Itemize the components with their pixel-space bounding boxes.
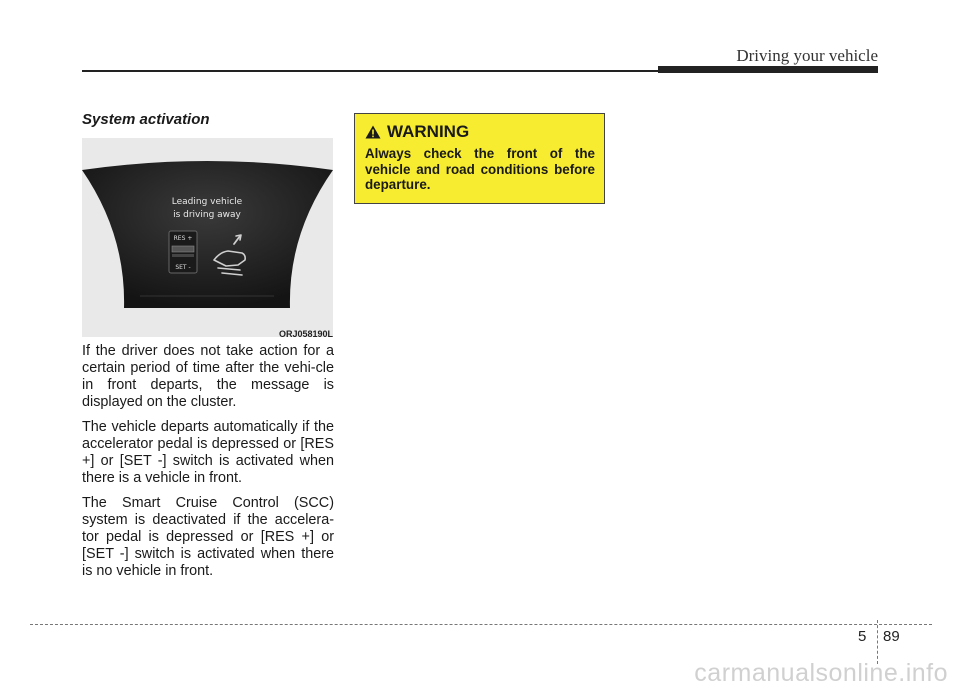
running-header: Driving your vehicle (736, 46, 878, 65)
page-number-separator (877, 620, 878, 664)
cluster-figure (82, 138, 333, 337)
switch-res-label: RES + (173, 235, 193, 242)
body-paragraph: If the driver does not take action for a certain period of time after the vehi-cle in front departs, the message is displayed on the cluster. (82, 343, 334, 410)
body-text (82, 343, 334, 588)
switch-set-label: SET - (175, 264, 191, 271)
cluster-message-line2: is driving away (173, 210, 241, 220)
watermark: carmanualsonline.info (694, 659, 948, 687)
warning-title: WARNING (387, 122, 470, 141)
body-paragraph: The vehicle departs automatically if the accelerator pedal is depressed or [RES +] or [SET -] switch is activated when there is a vehicle in front. (82, 419, 334, 486)
warning-box (354, 113, 605, 204)
switch-rocker-shadow (172, 254, 194, 257)
cluster-message-line1: Leading vehicle (171, 197, 243, 207)
section-heading: System activation (82, 111, 210, 128)
warning-text: Always check the front of the vehicle and road conditions before departure. (365, 146, 595, 192)
cluster-display-shape (82, 161, 333, 308)
header-rule (82, 70, 662, 72)
switch-rocker (172, 246, 194, 252)
figure-code: ORJ058190L (278, 329, 333, 339)
page-number: 89 (883, 628, 900, 645)
warning-title-row (365, 122, 595, 142)
header-rule-accent (658, 66, 878, 73)
footer-rule (30, 624, 932, 625)
body-paragraph: The Smart Cruise Control (SCC) system is deactivated if the accelera-tor pedal is depressed or [RES +] or [SET -] switch is activated when there is no vehicle in front. (82, 495, 334, 579)
cluster-illustration (82, 138, 333, 337)
warning-triangle-icon (365, 125, 381, 139)
chapter-number: 5 (858, 628, 867, 645)
